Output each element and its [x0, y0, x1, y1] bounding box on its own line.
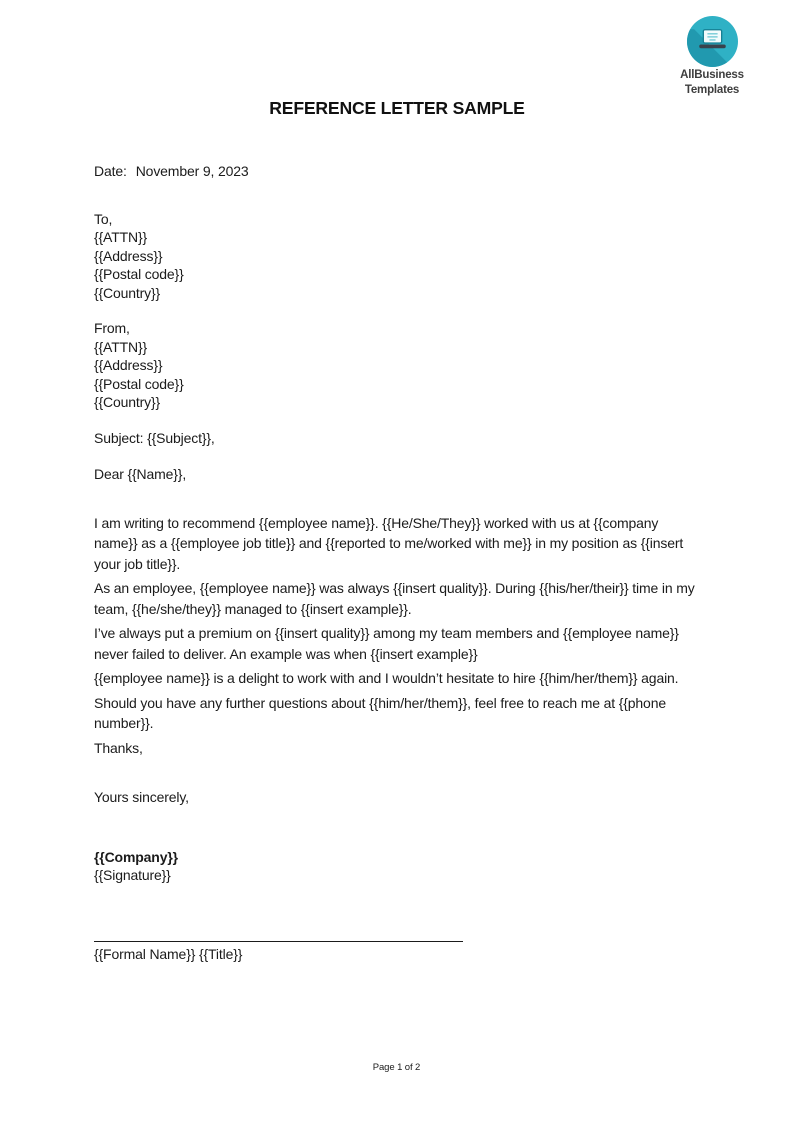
allbusiness-templates-logo	[669, 16, 755, 97]
logo-brand-line1: AllBusiness	[680, 69, 744, 81]
logo-brand-line2: Templates	[684, 84, 740, 96]
body-paragraph: Should you have any further questions about {{him/her/them}}, feel free to reach me at {{phone number}}.	[94, 694, 666, 731]
recipient-address-placeholder: {{Address}}	[94, 247, 163, 264]
body-paragraph: As an employee, {{employee name}} was always {{insert quality}}. During {{his/her/their}} time in my team, {{he/she/they}} managed to {{insert example}}.	[94, 580, 695, 617]
page-number: Page 1 of 2	[372, 1062, 421, 1073]
sender-attn-placeholder: {{ATTN}}	[94, 338, 148, 355]
document-title: REFERENCE LETTER SAMPLE	[269, 98, 525, 118]
recipient-postal-code-placeholder: {{Postal code}}	[94, 266, 184, 282]
letter-body	[94, 513, 700, 759]
date-label: Date:	[94, 163, 127, 179]
sender-heading: From,	[94, 320, 130, 336]
salutation: Dear {{Name}},	[94, 466, 187, 482]
recipient-heading: To,	[94, 210, 113, 227]
body-paragraph: {{employee name}} is a delight to work with and I wouldn’t hesitate to hire {{him/her/them}} again.	[94, 670, 679, 686]
closing-valediction: Yours sincerely,	[94, 789, 189, 805]
signature-line	[94, 941, 463, 942]
body-paragraph: I’ve always put a premium on {{insert quality}} among my team members and {{employee name}} never failed to deliver. An example was when {{insert example}}	[94, 625, 679, 662]
body-paragraph: I am writing to recommend {{employee name}}. {{He/She/They}} worked with us at {{company name}} as a {{employee job title}} and {{reported to me/worked with me}} in my position as {{insert your job title}}.	[94, 514, 684, 572]
laptop-icon	[669, 16, 755, 67]
company-placeholder: {{Company}}	[94, 848, 178, 865]
date-value: November 9, 2023	[135, 163, 249, 179]
sender-block	[94, 319, 700, 412]
signer-name-title: {{Formal Name}} {{Title}}	[94, 945, 243, 962]
recipient-country-placeholder: {{Country}}	[94, 284, 161, 301]
signature-placeholder: {{Signature}}	[94, 867, 171, 883]
sender-address-placeholder: {{Address}}	[94, 357, 163, 373]
thanks-line: Thanks,	[94, 739, 143, 756]
date-line	[94, 162, 700, 181]
recipient-attn-placeholder: {{ATTN}}	[94, 229, 148, 245]
sender-postal-code-placeholder: {{Postal code}}	[94, 375, 184, 392]
sender-country-placeholder: {{Country}}	[94, 394, 161, 410]
recipient-block	[94, 210, 700, 303]
subject-line: Subject: {{Subject}},	[94, 429, 215, 446]
